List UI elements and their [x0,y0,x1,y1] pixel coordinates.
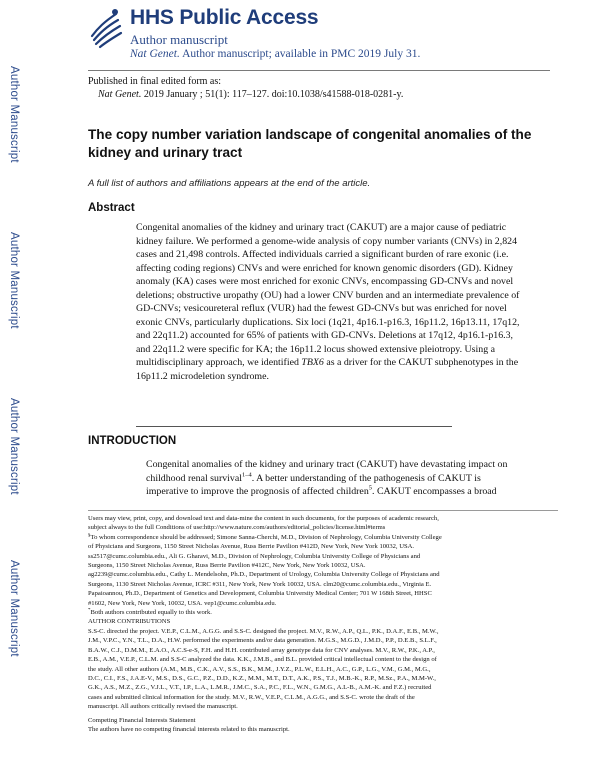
correspondence-line [88,533,558,542]
abstract-line: and 22q11.2) accounted for 65% of patients with GD-CNVs. Deletions at 17q12, 4p16.1-p16.3, [136,330,514,341]
footnote-mark: § [88,532,91,538]
intro-text: . CAKUT encompasses a broad [372,486,497,497]
abstract-line: kidney failure. We performed a genome-wide analysis of copy number variants (CNVs) in 2,824 [136,235,518,247]
competing-interests-heading: Competing Financial Interests Statement [88,716,196,724]
article-title: The copy number variation landscape of congenital anomalies of the kidney and urinary tract [88,127,532,160]
availability-text: Author manuscript; available in PMC 2019 July 31. [179,48,421,60]
introduction-text [146,458,558,499]
correspondence-line: ag2239@cumc.columbia.edu., Cathy L. Mendelsohn, Ph.D., Department of Urology, Columbia University College of Physicians and [88,571,440,579]
abstract-line: 16p11.2 microdeletion syndrome. [136,370,269,382]
correspondence-line: Papaioannou, Ph.D., Department of Genetics and Development, Columbia University Medical Center; 701 W 168th Street, HHSC [88,590,432,598]
contributions-line: J.M., V.P.C., Y.N., T.L., D.A., H.W. performed the experiments and/or data generation. M.G.S., M.G.D., J.M.D., P.P., D.E.B., S.L.F., [88,637,437,645]
contributions-line: the study. All other authors (A.M., M.B., C.K., A.V., S.S., B.K., M.M., J.Y.Z., P.L.W., E.L.H., A.C., G.P., L.G., V.M., G.M., M.G., [88,665,431,673]
side-label-author-manuscript: Author Manuscript [8,232,20,329]
intro-line [146,472,558,486]
side-label-author-manuscript: Author Manuscript [8,66,20,163]
equal-contribution-line [88,608,558,617]
abstract-heading: Abstract [88,202,135,214]
citation-ref[interactable]: 5 [368,484,373,492]
abstract-line: exonic CNVs, particularly duplications. Six loci (1q21, 4p16.1-p16.3, 16p11.2, 16p13.11, 17q12, [136,316,520,328]
side-label-author-manuscript: Author Manuscript [8,398,20,495]
hhs-public-access-title: HHS Public Access [130,6,319,29]
terms-line: Users may view, print, copy, and download text and data-mine the content in such documents, for the purposes of academic research, [88,515,439,522]
contributions-line: D.C., C.I., F.S., J.A.E-V., M.S., D.S., G.C., P.Z., D.D., K.Z., M.M., M.T., D.T., A.K., P.S., T.J., M.B.-K., R.P., M.Sz., P.A., M.M-W., [88,674,436,682]
contributions-line: cases and submitted clinical information for the study. M.V., R.W., V.E.P., C.L.M., A.G.G., and S.S-C. wrote the draft of the [88,693,415,701]
journal-name: Nat Genet. [130,48,180,60]
footnotes [88,514,558,734]
abstract-divider [136,426,452,427]
abstract-line-start: multidisciplinary approach, we identified [136,357,302,368]
abstract-line-end: as a driver for the CAKUT subphenotypes in the [323,357,519,368]
side-label-author-manuscript: Author Manuscript [8,560,20,657]
abstract-line: anomaly (KA) cases were most enriched for exonic CNVs, encompassing GD-CNVs and novel [136,276,514,287]
introduction-heading: INTRODUCTION [88,435,177,447]
equal-contribution-text: Both authors contributed equally to this work. [90,609,212,617]
abstract-line: cases and 21,498 controls. Affected individuals carried a significant burden of rare exonic (i.e. [136,249,509,260]
published-in-label: Published in final edited form as: [88,76,222,87]
abstract-text [136,221,558,383]
contributions-heading: AUTHOR CONTRIBUTIONS [88,618,171,626]
contributions-line: manuscript. All authors critically revised the manuscript. [88,703,238,711]
correspondence-line: ss2517@cumc.columbia.edu., Ali G. Gharavi, M.D., Division of Nephrology, Columbia University College of Physicians and [88,552,421,560]
correspondence-line: Surgeons, 1130 Street Nicholas Avenue, ICRC #311, New York, New York 10032, USA. clm20@cumc.columbia.edu., Virginia E. [88,580,432,588]
contributions-line: S.S-C. directed the project. V.E.P., C.L.M., A.G.G. and S.S-C. designed the project. M.V., R.W., A.P., Q.L., P.K., D.A.F., E.B., M.W., [88,627,439,635]
publication-info [88,75,403,101]
intro-text: childhood renal survival [146,472,242,484]
gene-name: TBX6 [301,357,324,368]
intro-text: imperative to improve the prognosis of affected children [146,486,369,497]
abstract-line: GD-CNVs; vesicoureteral reflux (VUR) had the fewest GD-CNVs but was enriched for novel [136,303,507,314]
affiliation-note: A full list of authors and affiliations appears at the end of the article. [88,178,371,189]
contributions-line: B.A.W., C.J., D.M.M., E.A.O., A.C.S-e-S, F.H. and H.H. contributed array genotype data for CNV analyses. M.V., R.W., P.K., A.P., [88,646,435,654]
abstract-line [136,356,558,370]
abstract-line: deletions; obstructive uropathy (OU) had a lower CNV burden and an intermediate prevalence of [136,289,520,301]
intro-line: Congenital anomalies of the kidney and urinary tract (CAKUT) have devastating impact on [146,459,508,470]
correspondence-line: #1602, New York, New York, 10032, USA. vep1@cumc.columbia.edu. [88,599,277,607]
abstract-line: Congenital anomalies of the kidney and urinary tract (CAKUT) are a major cause of pediatric [136,222,507,233]
correspondence-line: Surgeons, 1150 Street Nicholas Avenue, Russ Berrie Pavilion #412C, New York, New York 10032, USA. [88,562,366,570]
citation [88,88,403,101]
citation-journal: Nat Genet. [98,89,142,100]
contributions-line: E.B., A.M., V.E.P., C.L.M. and S.S-C analyzed the data. K.K., J.M.B., and B.L. provided critical intellectual content to the design of [88,656,437,664]
correspondence-text: To whom correspondence should be addressed; Simone Sanna-Cherchi, M.D., Division of Nephrology, Columbia University College [90,533,442,541]
journal-availability [130,48,420,60]
hhs-eagle-logo-icon [88,6,124,50]
correspondence-line: of Physicians and Surgeons, 1150 Street Nicholas Avenue, Russ Berrie Pavilion #412D, New York, New York 10032, USA. [88,543,415,551]
author-manuscript-label: Author manuscript [130,32,228,47]
intro-line [146,485,558,499]
abstract-line: and 22q11.2 were specific for KA; the 16p11.2 locus showed extensive pleiotropy. Using a [136,343,495,355]
contributions-line: G.K., A.S., M.Z., Z.G., V.J.L., V.T., I.P., L.A., L.M.R., J.M.C., S.A., P.C., F.L., W.N., G.M.G., A.L-B., A.M.-K. and F.Z.) recruited [88,684,432,692]
header [88,4,558,72]
intro-text: . A better understanding of the pathogenesis of CAKUT is [251,472,481,484]
footnote-mark: * [88,608,91,613]
header-divider [88,70,550,71]
citation-details: 2019 January ; 51(1): 117–127. doi:10.1038/s41588-018-0281-y. [141,89,404,100]
citation-ref[interactable]: 1–4 [241,471,252,479]
abstract-line: affecting coding regions) CNVs and were enriched for known genomic disorders (GD). Kidney [136,262,513,274]
footnote-divider [88,510,558,511]
terms-line: subject always to the full Conditions of use:http://www.nature.com/authors/editorial_policies/license.html#terms [88,524,386,532]
competing-interests-text: The authors have no competing financial interests related to this manuscript. [88,725,290,733]
